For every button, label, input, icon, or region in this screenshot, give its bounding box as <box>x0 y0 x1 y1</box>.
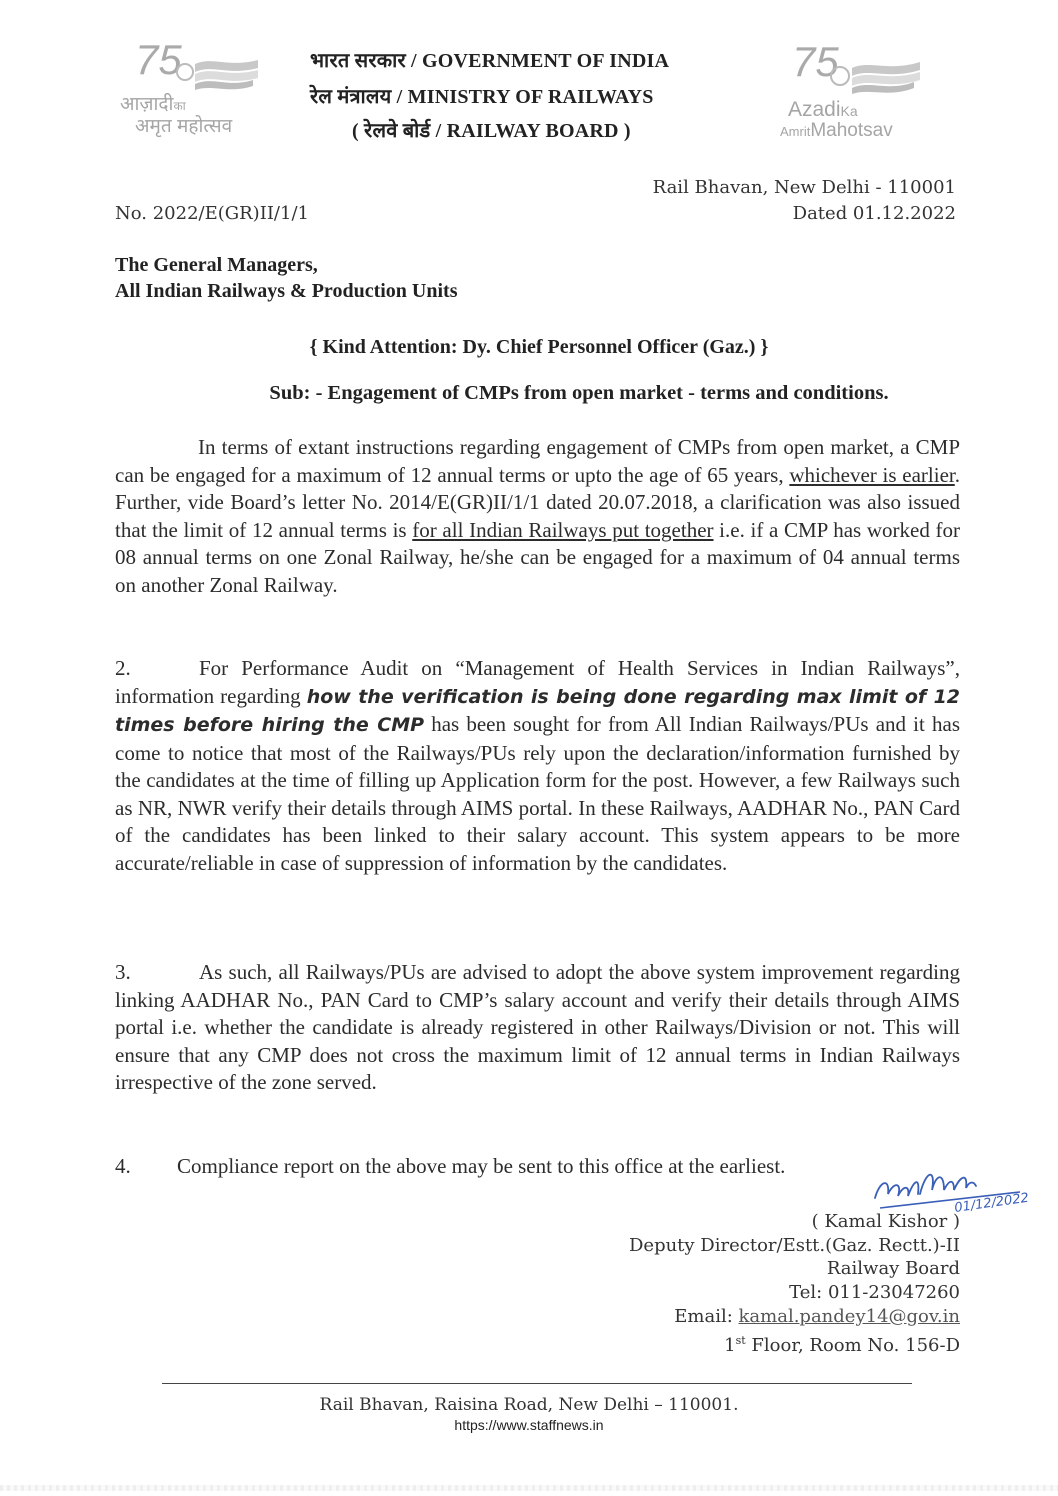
logo-text-line1: आज़ादी <box>120 94 174 115</box>
header-ministry-of-railways: रेल मंत्रालय / MINISTRY OF RAILWAYS <box>310 86 654 108</box>
signatory-name: ( Kamal Kishor ) <box>811 1211 960 1232</box>
flag-icon <box>828 58 928 98</box>
letter-date: Dated 01.12.2022 <box>792 203 956 224</box>
footer-address: Rail Bhavan, Raisina Road, New Delhi – 110001. <box>319 1395 739 1415</box>
logo-numeral: 75 <box>135 36 182 83</box>
paragraph-number: 2. <box>115 656 131 680</box>
header-railway-board: ( रेलवे बोर्ड / RAILWAY BOARD ) <box>352 120 631 142</box>
sender-address: Rail Bhavan, New Delhi - 110001 <box>652 177 956 198</box>
signatory-room: 1st Floor, Room No. 156-D <box>724 1333 960 1356</box>
email-link[interactable]: kamal.pandey14@gov.in <box>738 1305 960 1327</box>
logo-text-azadi: Azadi <box>788 98 841 121</box>
azadi-ka-amrit-mahotsav-logo-english: 75 AzadiKa AmritMahotsav <box>780 44 960 144</box>
paragraph-4: 4. Compliance report on the above may be sent to this office at the earliest. <box>115 1153 960 1181</box>
paragraph-number: 3. <box>115 960 131 984</box>
header-government-of-india: भारत सरकार / GOVERNMENT OF INDIA <box>310 50 670 72</box>
reference-number: No. 2022/E(GR)II/1/1 <box>115 203 309 224</box>
logo-text-line2: अमृत महोत्सव <box>135 116 233 137</box>
addressee-line2: All Indian Railways & Production Units <box>115 280 458 302</box>
kind-attention: { Kind Attention: Dy. Chief Personnel Officer (Gaz.) } <box>309 336 769 358</box>
logo-numeral: 75 <box>792 38 839 85</box>
addressee-line1: The General Managers, <box>115 254 318 276</box>
logo-text-mahotsav: Mahotsav <box>810 120 893 141</box>
paragraph-3: 3. As such, all Railways/PUs are advised to adopt the above system improvement regarding linking AADHAR No., PAN Card to CMP’s salary account and verify their details through AIMS portal i.e. whether the candidate is already registered in other Railways/Division or not. This will ensure that any CMP does not cross the maximum limit of 12 annual terms in Indian Railways irrespective of the zone served. <box>115 960 960 1094</box>
paragraph-2: 2. For Performance Audit on “Management of Health Services in Indian Railways”, information regarding how the verification is being done regarding max limit of 12 times before hiring the CMP has been sought for from All Indian Railways/PUs and it has come to notice that most of the Railways/PUs rely upon the declaration/information furnished by the candidates at the time of filling up Application form for the post. However, a few Railways such as NR, NWR verify their details through AIMS portal. In these Railways, AADHAR No., PAN Card of the candidates has been linked to their salary account. This system appears to be more accurate/reliable in case of suppression of information by the candidates. <box>115 656 961 875</box>
signature-date: 01/12/2022 <box>953 1190 1030 1216</box>
signatory-designation: Deputy Director/Estt.(Gaz. Rectt.)-II <box>628 1234 960 1256</box>
paragraph-number: 4. <box>115 1154 131 1178</box>
flag-icon <box>173 54 263 94</box>
signatory-email-row: Email: kamal.pandey14@gov.in <box>674 1305 960 1327</box>
signature-block <box>629 1210 960 1357</box>
underlined-text: whichever is earlier <box>789 462 955 487</box>
emphasized-text: how the verification is being done regarding max limit of 12 times before hiring the CMP <box>115 685 961 736</box>
signatory-tel: Tel: 011-23047260 <box>789 1282 960 1304</box>
footer-divider <box>162 1383 912 1384</box>
footer-url[interactable]: https://www.staffnews.in <box>454 1417 604 1433</box>
azadi-ka-amrit-mahotsav-logo-hindi: 75 आज़ादीका अमृत महोत्सव <box>115 40 285 140</box>
paragraph-1: In terms of extant instructions regarding engagement of CMPs from open market, a CMP can be engaged for a maximum of 12 annual terms or upto the age of 65 years, whichever is earlier. Further, vide Board’s letter No. 2014/E(GR)II/1/1 dated 20.07.2018, a clarification was also issued that the limit of 12 annual terms is for all Indian Railways put together i.e. if a CMP has worked for 08 annual terms on one Zonal Railway, he/she can be engaged for a maximum of 04 annual terms on another Zonal Railway. <box>115 435 961 597</box>
underlined-text: for all Indian Railways put together <box>412 517 714 542</box>
signatory-office: Railway Board <box>826 1258 960 1280</box>
scan-edge <box>0 1485 1058 1491</box>
subject-line: Sub: - Engagement of CMPs from open market - terms and conditions. <box>269 382 889 404</box>
